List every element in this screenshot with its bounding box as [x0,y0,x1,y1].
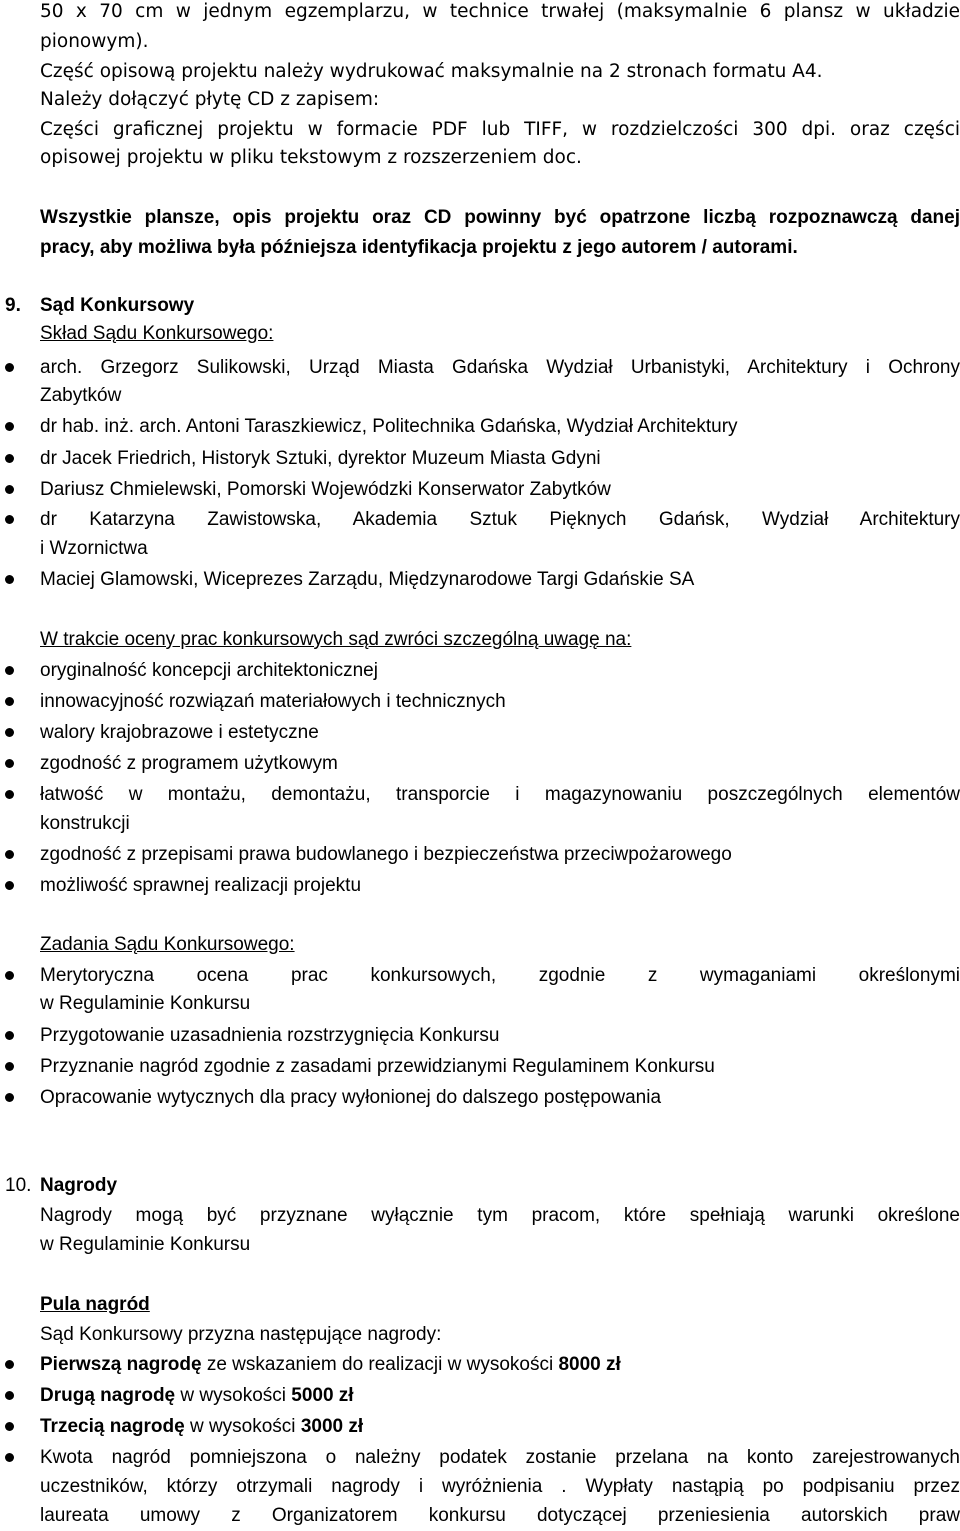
member-5: dr Katarzyna Zawistowska, Akademia Sztuk Pięknych Gdańsk, Wydział Architektury [40,509,960,530]
bullet [5,363,14,372]
notice-line-1: Wszystkie plansze, opis projektu oraz CD powinny być opatrzone liczbą rozpoznawczą danej [40,207,960,228]
criterion-5-cont: konstrukcji [40,813,130,834]
prize-3 [40,1415,363,1439]
bullet [5,515,14,524]
section-10-number: 10. [5,1175,32,1196]
tax-line-1: Kwota nagród pomniejszona o należny podatek zostanie przelana na konto zarejestrowanych [40,1447,960,1468]
bullet [5,422,14,431]
prize-2-text: w wysokości [175,1385,292,1406]
member-5-cont: i Wzornictwa [40,538,148,559]
tasks-heading: Zadania Sądu Konkursowego: [40,934,295,955]
prizes-desc-2: w Regulaminie Konkursu [40,1234,251,1255]
intro-line-6: opisowej projektu w pliku tekstowym z rozszerzeniem doc. [40,147,582,168]
bullet [5,485,14,494]
intro-line-1: 50 x 70 cm w jednym egzemplarzu, w technice trwałej (maksymalnie 6 plansz w układzie [40,1,960,22]
member-6: Maciej Glamowski, Wiceprezes Zarządu, Międzynarodowe Targi Gdańskie SA [40,569,695,590]
criterion-6: zgodność z przepisami prawa budowlanego i bezpieczeństwa przeciwpożarowego [40,844,732,865]
criteria-heading: W trakcie oceny prac konkursowych sąd zwróci szczególną uwagę na: [40,629,632,650]
prize-1-name: Pierwszą nagrodę [40,1354,202,1375]
intro-line-4: Należy dołączyć płytę CD z zapisem: [40,89,380,110]
bullet [5,1062,14,1071]
prize-3-text: w wysokości [184,1416,301,1437]
task-2: Przygotowanie uzasadnienia rozstrzygnięcia Konkursu [40,1025,500,1046]
prize-1-text: ze wskazaniem do realizacji w wysokości [201,1354,559,1375]
section-9-number: 9. [5,295,21,316]
member-4: Dariusz Chmielewski, Pomorski Wojewódzki Konserwator Zabytków [40,479,611,500]
member-1: arch. Grzegorz Sulikowski, Urząd Miasta Gdańska Wydział Urbanistyki, Architektury i Ochrony [40,357,960,378]
pool-heading: Pula nagród [40,1294,150,1315]
bullet [5,728,14,737]
bullet [5,790,14,799]
intro-line-5: Części graficznej projektu w formacie PDF lub TIFF, w rozdzielczości 300 dpi. oraz części [40,119,960,140]
tax-line-3: laureata umowy z Organizatorem konkursu dotyczącej przeniesienia autorskich praw [40,1505,960,1526]
bullet [5,881,14,890]
bullet [5,1093,14,1102]
member-2: dr hab. inż. arch. Antoni Taraszkiewicz, Politechnika Gdańska, Wydział Architektury [40,416,738,437]
section-9-subtitle: Skład Sądu Konkursowego: [40,323,274,344]
task-1: Merytoryczna ocena prac konkursowych, zgodnie z wymaganiami określonymi [40,965,960,986]
prize-2 [40,1384,354,1408]
prize-3-amount: 3000 zł [300,1416,364,1437]
criterion-2: innowacyjność rozwiązań materiałowych i technicznych [40,691,506,712]
criterion-3: walory krajobrazowe i estetyczne [40,722,319,743]
member-1-cont: Zabytków [40,385,122,406]
bullet [5,850,14,859]
prize-2-amount: 5000 zł [291,1385,354,1406]
bullet [5,1031,14,1040]
bullet [5,697,14,706]
criterion-4: zgodność z programem użytkowym [40,753,338,774]
section-9-title: Sąd Konkursowy [40,295,195,316]
task-4: Opracowanie wytycznych dla pracy wyłonionej do dalszego postępowania [40,1087,662,1108]
intro-line-2: pionowym). [40,31,149,52]
bullet [5,454,14,463]
bullet [5,666,14,675]
criterion-7: możliwość sprawnej realizacji projektu [40,875,362,896]
prize-1 [40,1353,621,1377]
tax-line-2: uczestników, którzy otrzymali nagrody i wyróżnienia . Wypłaty nastąpią po podpisaniu przez [40,1476,960,1497]
task-1-cont: w Regulaminie Konkursu [40,993,251,1014]
intro-line-3: Część opisową projektu należy wydrukować maksymalnie na 2 stronach formatu A4. [40,61,823,82]
prizes-desc-1: Nagrody mogą być przyznane wyłącznie tym pracom, które spełniają warunki określone [40,1205,960,1226]
member-3: dr Jacek Friedrich, Historyk Sztuki, dyrektor Muzeum Miasta Gdyni [40,448,601,469]
bullet [5,1422,14,1431]
pool-intro: Sąd Konkursowy przyzna następujące nagrody: [40,1324,442,1345]
bullet [5,971,14,980]
bullet [5,1360,14,1369]
section-10-title: Nagrody [40,1175,118,1196]
prize-2-name: Drugą nagrodę [40,1385,176,1406]
bullet [5,1453,14,1462]
prize-3-name: Trzecią nagrodę [40,1416,185,1437]
criterion-5: łatwość w montażu, demontażu, transporcie i magazynowaniu poszczególnych elementów [40,784,960,805]
task-3: Przyznanie nagród zgodnie z zasadami przewidzianymi Regulaminem Konkursu [40,1056,715,1077]
criterion-1: oryginalność koncepcji architektonicznej [40,660,378,681]
bullet [5,1391,14,1400]
notice-line-2: pracy, aby możliwa była późniejsza identyfikacja projektu z jego autorem / autorami. [40,237,798,258]
prize-1-amount: 8000 zł [558,1354,621,1375]
bullet [5,759,14,768]
bullet [5,575,14,584]
